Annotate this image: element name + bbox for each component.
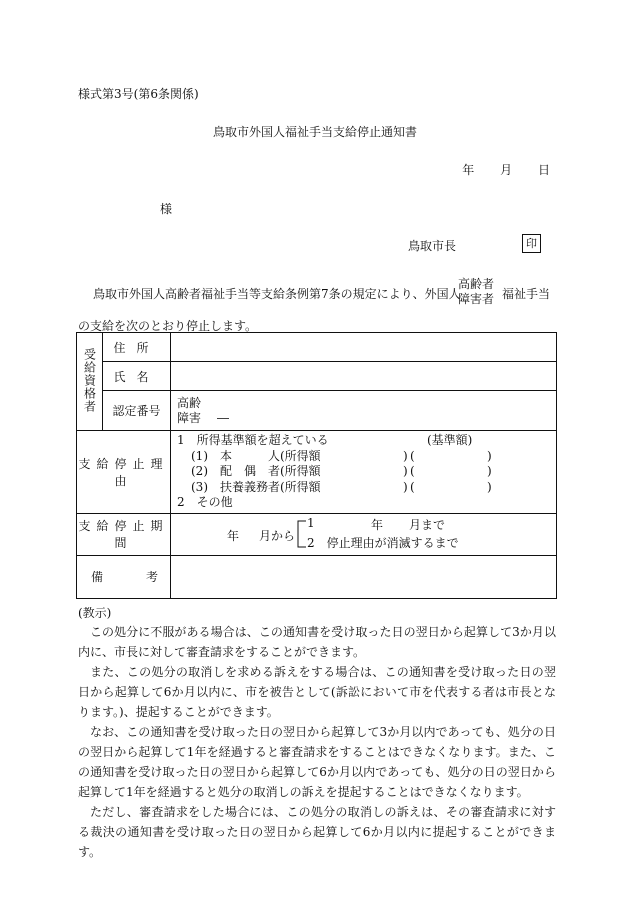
instruction-p3: なお、この通知書を受け取った日の翌日から起算して3か月以内であっても、処分の日の翌日から起算して1年を経過すると審査請求をすることはできなくなります。また、この通知書を受け取った日の翌日から起算して6か月以内であっても、処分の日の翌日から起算して1年を経過すると処分の取消しの訴えを提起することはできなくなります。 — [78, 725, 556, 799]
reason-1-3-open: ( — [410, 479, 415, 494]
date-line — [440, 161, 550, 178]
period-bracket — [295, 518, 307, 550]
reason-1-3: (3) 扶養義務者(所得額 — [191, 479, 321, 494]
instruction-paragraph-3 — [78, 722, 556, 802]
period-option-1-until: 月まで — [409, 518, 446, 532]
period-option-1-number: 1 — [307, 516, 315, 530]
cert-disabled: 障害 — [177, 410, 202, 425]
reason-base: (基準額) — [427, 433, 473, 447]
reason-1-2-end: ) — [487, 464, 492, 478]
issuer-name: 鳥取市長 — [408, 239, 457, 253]
instruction-heading: (教示) — [78, 606, 112, 620]
period-value-cell — [171, 513, 557, 555]
reason-1-row — [177, 433, 556, 449]
period-option-2: 2 停止理由が消滅するまで — [307, 536, 459, 550]
reason-1: 1 所得基準額を超えている — [177, 433, 329, 447]
date-day: 日 — [537, 163, 550, 177]
cert-label-cell — [103, 391, 171, 431]
period-content — [171, 514, 556, 554]
instruction-p4: ただし、審査請求をした場合には、この処分の取消しの訴えは、その審査請求に対する裁決の通知書を受け取った日の翌日から起算して6か月以内に提起することができます。 — [78, 805, 556, 859]
notice-table — [76, 332, 557, 599]
reason-value-cell — [171, 431, 557, 514]
date-year: 年 — [462, 163, 475, 177]
addressee-suffix: 様 — [160, 202, 173, 216]
period-label: 支給停止期間 — [78, 519, 169, 550]
reason-2-row — [177, 495, 556, 511]
reason-1-3-row — [177, 480, 556, 496]
intro-line2: の支給を次のとおり停止します。 — [78, 319, 258, 333]
reason-label-cell — [77, 431, 171, 514]
form-number: 様式第3号(第6条関係) — [78, 87, 199, 101]
reason-1-3-close: ) — [403, 479, 408, 494]
remarks-value-cell — [171, 555, 557, 598]
remarks-label-1: 備 — [91, 570, 104, 584]
remarks-label-cell — [77, 555, 171, 598]
instruction-p2: また、この処分の取消しを求める訴えをする場合は、この通知書を受け取った日の翌日から起算して6か月以内に、市を被告として(訴訟において市を代表する者は市長となります。)、提起することができます。 — [78, 665, 556, 719]
reason-1-3-end: ) — [487, 479, 492, 494]
name-label: 氏名 — [113, 369, 160, 384]
period-year: 年 — [227, 529, 240, 543]
intro-option-disabled: 障害者 — [458, 292, 495, 306]
period-option-1-year: 年 — [371, 518, 384, 532]
instruction-paragraph-1 — [78, 622, 556, 662]
reason-1-1-row — [177, 449, 556, 465]
recipient-header: 受給資格者 — [82, 347, 97, 413]
reason-label: 支給停止理由 — [78, 456, 169, 488]
period-from: 月から — [259, 529, 296, 543]
reason-1-1-open: ( — [410, 448, 415, 463]
reason-1-2-close: ) — [403, 464, 408, 478]
intro-line1-suffix: 福祉手当 — [502, 287, 551, 301]
address-label: 住所 — [113, 340, 160, 355]
document-title: 鳥取市外国人福祉手当支給停止通知書 — [212, 125, 417, 139]
intro-option-stack — [458, 277, 494, 307]
reason-1-2-row — [177, 464, 556, 480]
cert-label: 認定番号 — [112, 404, 161, 418]
intro-option-elderly: 高齢者 — [458, 277, 495, 291]
reason-1-1-close: ) — [403, 448, 408, 463]
instruction-paragraph-2 — [78, 662, 556, 722]
instruction-paragraph-4 — [78, 802, 556, 862]
address-label-cell — [103, 333, 171, 362]
reason-1-2: (2) 配 偶 者(所得額 — [191, 464, 321, 478]
reason-1-1: (1) 本 人(所得額 — [191, 448, 321, 463]
cert-value-cell — [171, 391, 557, 431]
reason-2: 2 その他 — [177, 495, 233, 509]
name-value-cell — [171, 362, 557, 391]
remarks-label-2: 考 — [145, 570, 158, 584]
instruction-p1: この処分に不服がある場合は、この通知書を受け取った日の翌日から起算して3か月以内に、市長に対して審査請求をすることができます。 — [78, 625, 556, 659]
cert-dash: ― — [217, 410, 229, 425]
intro-line1-prefix: 鳥取市外国人高齢者福祉手当等支給条例第7条の規定により、外国人 — [93, 287, 461, 301]
recipient-header-cell — [77, 333, 103, 431]
cert-elderly: 高齢 — [177, 395, 202, 410]
cert-disabled-row — [177, 411, 556, 426]
seal-stamp: 印 — [522, 234, 541, 253]
date-month: 月 — [500, 163, 513, 177]
period-label-cell — [77, 513, 171, 555]
reason-1-1-end: ) — [487, 448, 492, 463]
reason-1-2-open: ( — [410, 464, 415, 478]
address-value-cell — [171, 333, 557, 362]
name-label-cell — [103, 362, 171, 391]
